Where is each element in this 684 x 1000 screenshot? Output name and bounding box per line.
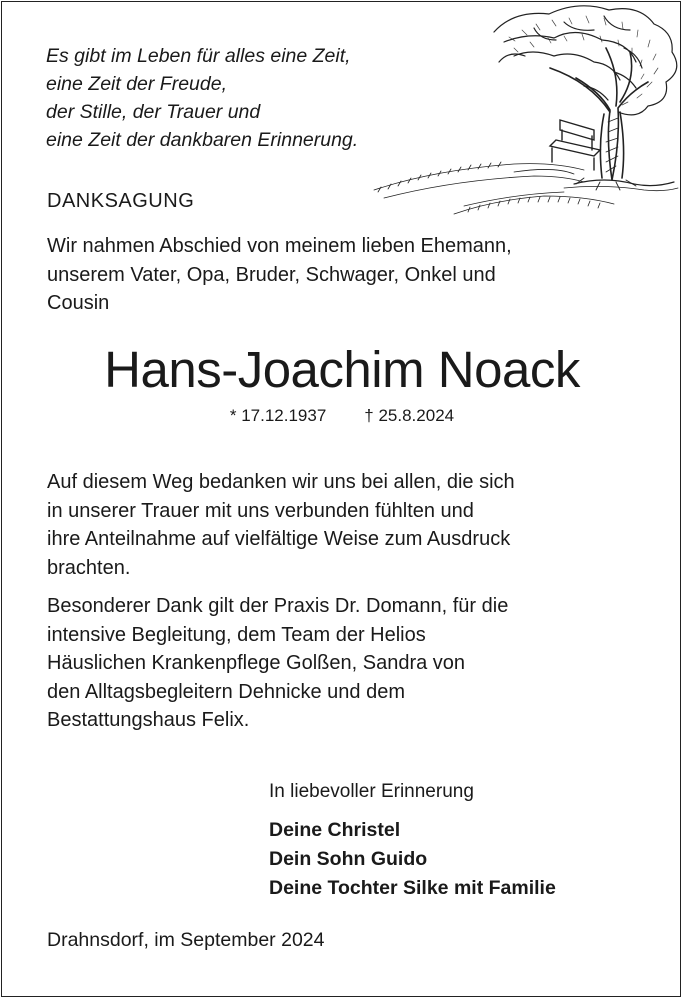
- remembrance-line: In liebevoller Erinnerung: [269, 781, 474, 802]
- paragraph-line: Bestattungshaus Felix.: [47, 709, 250, 731]
- signature-line: Deine Christel: [269, 819, 401, 841]
- poem-line: der Stille, der Trauer und: [46, 101, 261, 123]
- place-date: Drahnsdorf, im September 2024: [47, 929, 325, 951]
- signatures: [269, 816, 556, 903]
- tree-bench-illustration: [364, 2, 680, 224]
- poem: [46, 42, 358, 154]
- paragraph-line: Besonderer Dank gilt der Praxis Dr. Domann, für die: [47, 595, 509, 617]
- signature-line: Deine Tochter Silke mit Familie: [269, 877, 556, 899]
- paragraph-line: Häuslichen Krankenpflege Golßen, Sandra von: [47, 652, 466, 674]
- paragraph-line: den Alltagsbegleitern Dehnicke und dem: [47, 680, 406, 703]
- poem-line: eine Zeit der dankbaren Erinnerung.: [46, 129, 359, 151]
- paragraph-line: brachten.: [47, 556, 131, 579]
- paragraph-line: ihre Anteilnahme auf vielfältige Weise zum Ausdruck: [47, 528, 511, 550]
- intro-text: [47, 232, 512, 318]
- paragraph-line: in unserer Trauer mit uns verbunden fühlten und: [47, 499, 474, 522]
- deceased-name: Hans-Joachim Noack: [104, 341, 580, 398]
- signature-line: Dein Sohn Guido: [269, 848, 428, 870]
- thanks-paragraph: [47, 468, 515, 582]
- intro-line: unserem Vater, Opa, Bruder, Schwager, Onkel und: [47, 263, 496, 286]
- poem-line: eine Zeit der Freude,: [46, 73, 228, 95]
- paragraph-line: intensive Begleitung, dem Team der Helios: [47, 623, 426, 646]
- death-date: † 25.8.2024: [364, 406, 455, 425]
- life-dates: [0, 406, 684, 426]
- paragraph-line: Auf diesem Weg bedanken wir uns bei allen, die sich: [47, 471, 515, 493]
- special-thanks-paragraph: [47, 592, 508, 735]
- heading: DANKSAGUNG: [47, 190, 195, 212]
- poem-line: Es gibt im Leben für alles eine Zeit,: [46, 45, 351, 67]
- intro-line: Wir nahmen Abschied von meinem lieben Ehemann,: [47, 235, 512, 257]
- birth-date: * 17.12.1937: [229, 406, 327, 425]
- intro-line: Cousin: [47, 292, 110, 314]
